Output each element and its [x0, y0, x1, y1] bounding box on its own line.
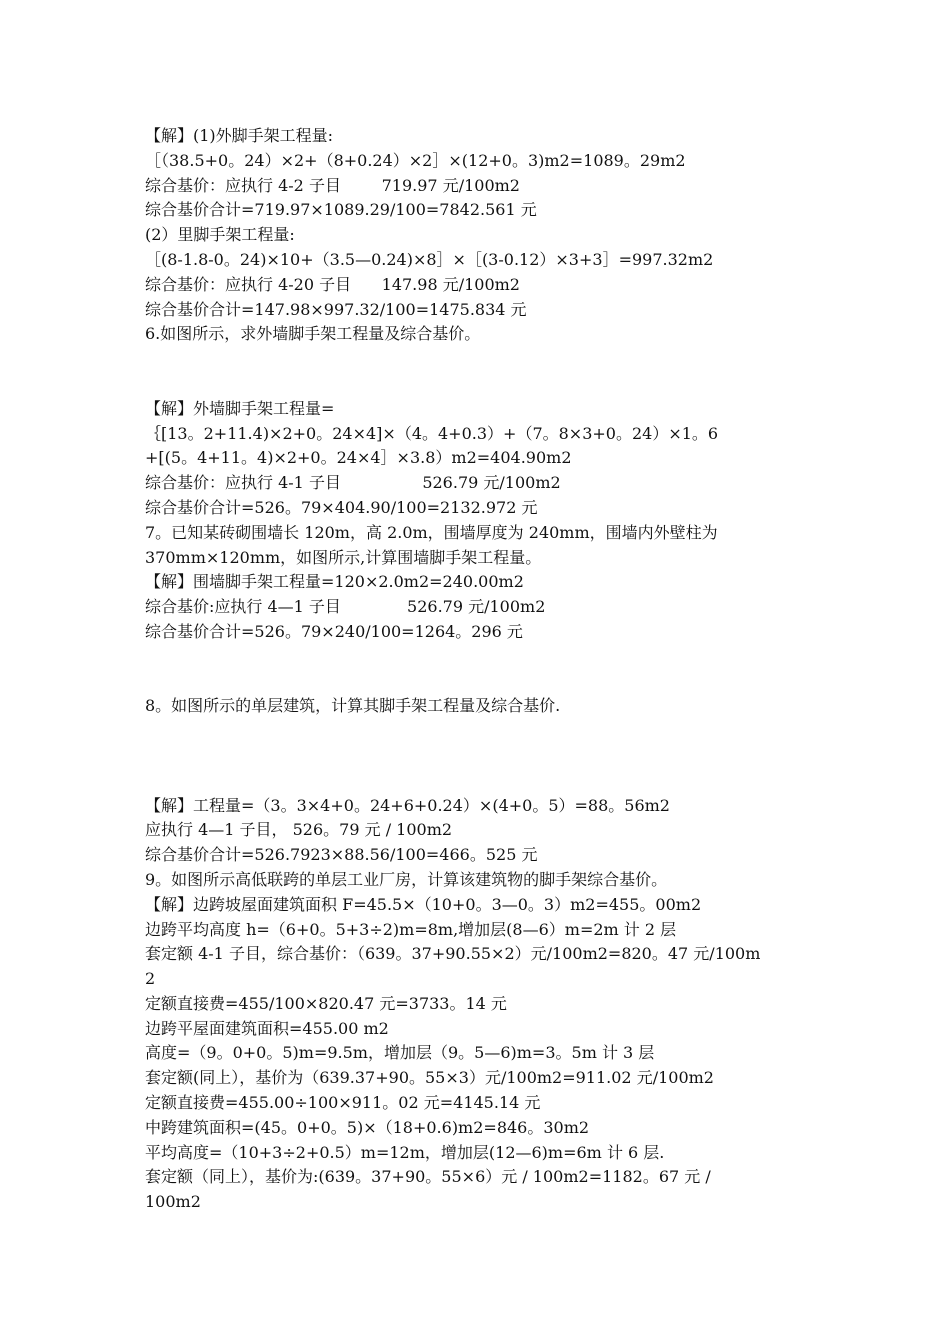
text-line: 100m2 [145, 1192, 201, 1212]
text-line: 【解】(1)外脚手架工程量: [145, 126, 334, 145]
text-line: 套定额(同上），基价为（639.37+90。55×3）元/100m2=911.02 元/100m2 [145, 1068, 714, 1088]
text-line: 套定额（同上），基价为:(639。37+90。55×6）元 / 100m2=1182。67 元 / [145, 1167, 711, 1187]
text-line: 9。如图所示高低联跨的单层工业厂房，计算该建筑物的脚手架综合基价。 [145, 869, 668, 889]
text-line: 【解】工程量=（3。3×4+0。24+6+0.24）×(4+0。5）=88。56m2 [145, 795, 670, 815]
text-line: 8。如图所示的单层建筑，计算其脚手架工程量及综合基价. [145, 696, 561, 716]
text-line: 定额直接费=455.00÷100×911。02 元=4145.14 元 [145, 1093, 541, 1113]
text-line: +[(5。4+11。4)×2+0。24×4］×3.8）m2=404.90m2 [145, 448, 572, 468]
text-line: 高度=（9。0+0。5)m=9.5m，增加层（9。5—6)m=3。5m 计 3 层 [145, 1043, 655, 1063]
blank-line [145, 719, 825, 744]
text-line: 定额直接费=455/100×820.47 元=3733。14 元 [145, 993, 507, 1013]
text-line: 综合基价合计=526.7923×88.56/100=466。525 元 [145, 845, 538, 865]
text-line: 平均高度=（10+3÷2+0.5）m=12m，增加层(12—6)m=6m 计 6 层. [145, 1142, 665, 1162]
text-line: 边跨平屋面建筑面积=455.00 m2 [145, 1018, 389, 1038]
text-line: 边跨平均高度 h=（6+0。5+3÷2)m=8m,增加层(8—6）m=2m 计 2 层 [145, 919, 677, 939]
text-line: ［（38.5+0。24）×2+（8+0.24）×2］×(12+0。3)m2=1089。29m2 [145, 150, 686, 170]
blank-line [145, 744, 825, 769]
text-line: 370mm×120mm，如图所示,计算围墙脚手架工程量。 [145, 547, 542, 567]
text-line: 2 [145, 969, 156, 989]
text-line: 综合基价合计=526。79×404.90/100=2132.972 元 [145, 497, 538, 517]
text-line: ｛[13。2+11.4)×2+0。24×4]×（4。4+0.3）+（7。8×3+0。24）×1。6 [145, 423, 719, 443]
text-line: 套定额 4-1 子目，综合基价：（639。37+90.55×2）元/100m2=820。47 元/100m [145, 944, 761, 964]
blank-line [145, 769, 825, 794]
text-line: 7。已知某砖砌围墙长 120m，高 2.0m，围墙厚度为 240mm，围墙内外壁柱为 [145, 522, 718, 542]
text-line: ［(8-1.8-0。24)×10+（3.5—0.24)×8］×［(3-0.12）×3+3］=997.32m2 [145, 249, 714, 269]
text-line: 6.如图所示，求外墙脚手架工程量及综合基价。 [145, 324, 481, 344]
text-line: 综合基价：应执行 4-2 子目 719.97 元/100m2 [145, 175, 520, 195]
text-line: 综合基价：应执行 4-1 子目 526.79 元/100m2 [145, 473, 561, 493]
blank-line [145, 347, 825, 372]
text-line: 【解】围墙脚手架工程量=120×2.0m2=240.00m2 [145, 572, 524, 592]
text-line: 综合基价：应执行 4-20 子目 147.98 元/100m2 [145, 274, 520, 294]
text-line: 【解】边跨坡屋面建筑面积 F=45.5×（10+0。3—0。3）m2=455。00m2 [145, 894, 702, 914]
blank-line [145, 670, 825, 695]
blank-line [145, 372, 825, 397]
text-line: 【解】外墙脚手架工程量= [145, 398, 335, 418]
text-line: 中跨建筑面积=(45。0+0。5)×（18+0.6)m2=846。30m2 [145, 1117, 590, 1137]
text-line: 综合基价:应执行 4—1 子目 526.79 元/100m2 [145, 597, 546, 617]
text-line: 综合基价合计=147.98×997.32/100=1475.834 元 [145, 299, 527, 319]
text-line: 应执行 4—1 子目， 526。79 元 / 100m2 [145, 820, 453, 840]
text-line: 综合基价合计=526。79×240/100=1264。296 元 [145, 621, 523, 641]
text-line: (2）里脚手架工程量: [145, 225, 295, 245]
blank-line [145, 645, 825, 670]
document-body [145, 124, 825, 1215]
text-line: 综合基价合计=719.97×1089.29/100=7842.561 元 [145, 200, 537, 220]
